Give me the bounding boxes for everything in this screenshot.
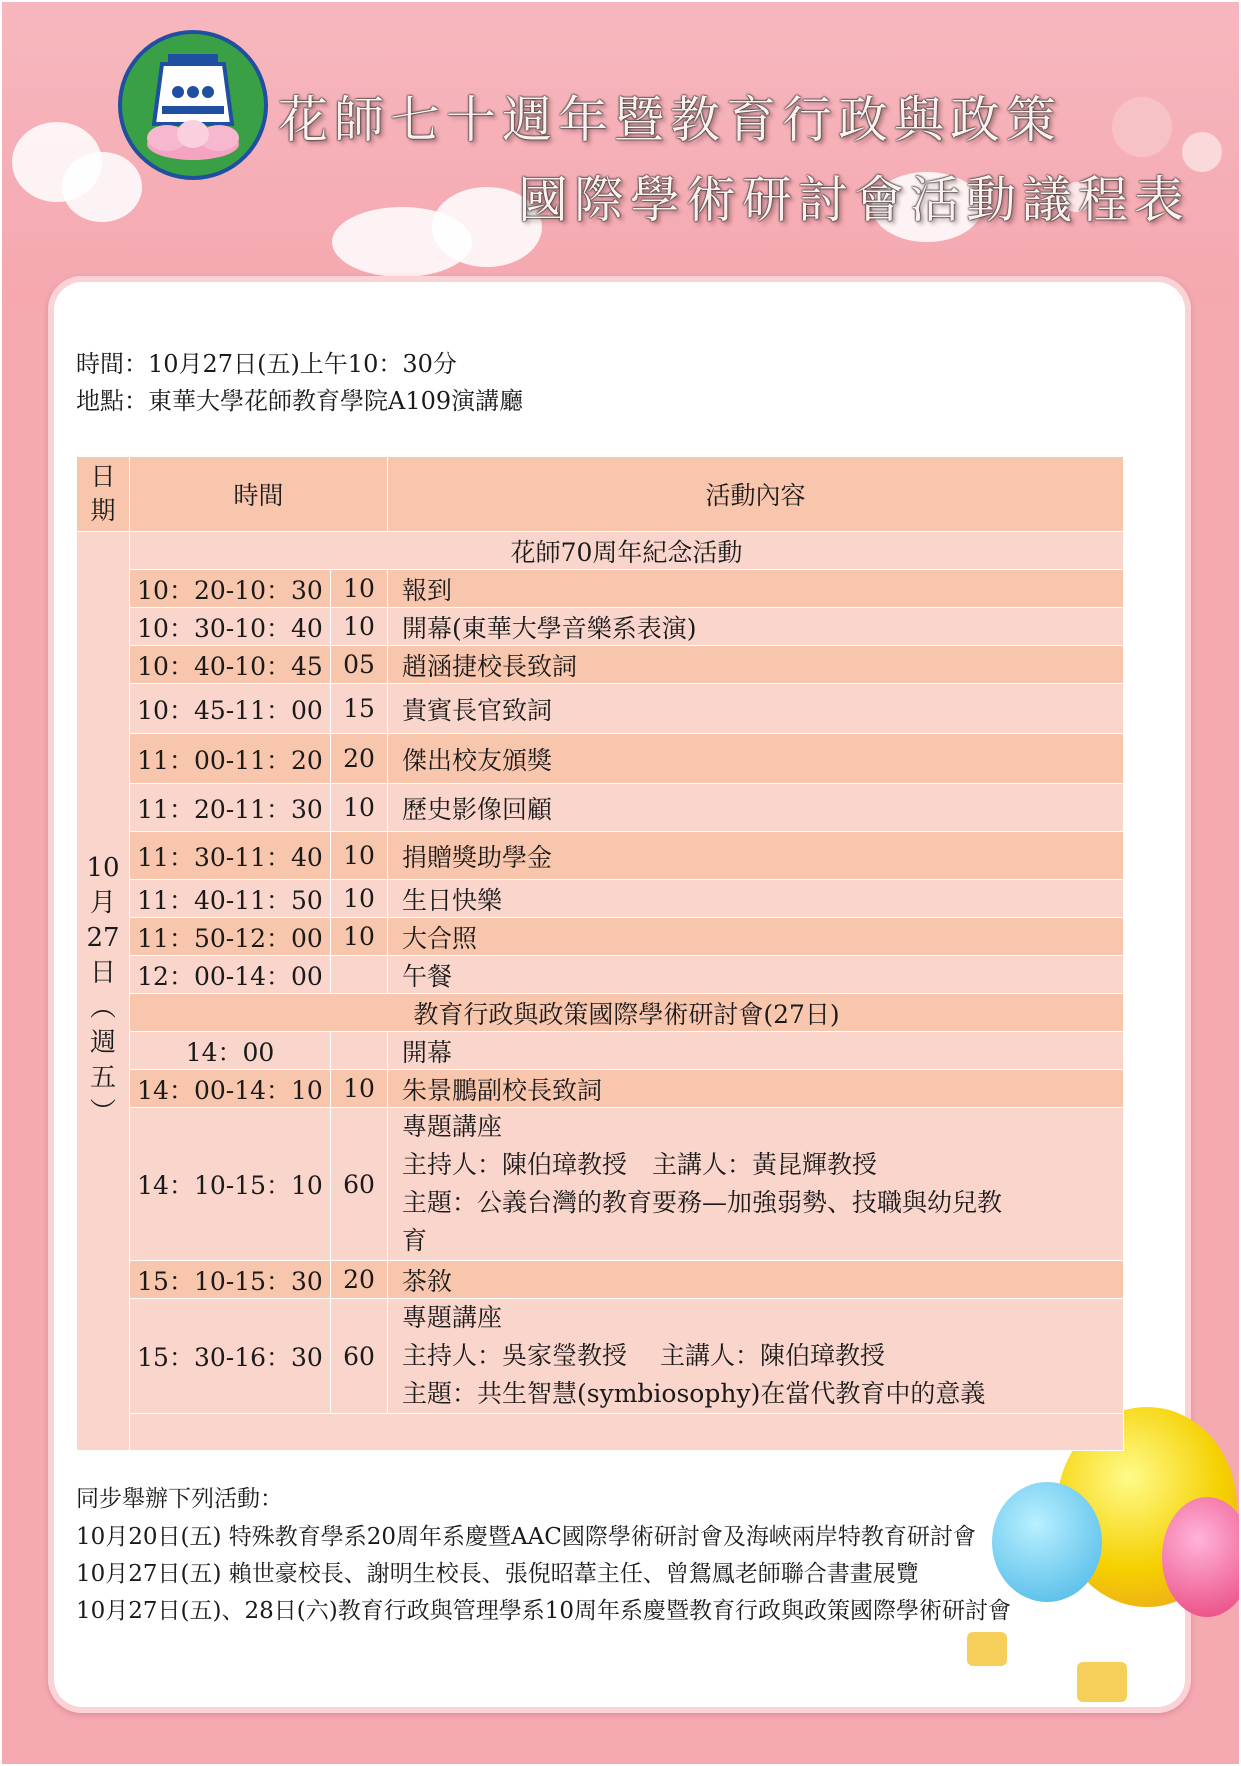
row-activity: 開幕(東華大學音樂系表演) xyxy=(388,608,1124,646)
row-activity: 開幕 xyxy=(388,1032,1124,1070)
sync-item: 10月27日(五) 賴世豪校長、謝明生校長、張倪昭葦主任、曾鴛鳳老師聯合書畫展覽 xyxy=(76,1561,919,1587)
row-time: 14：00 xyxy=(130,1032,331,1070)
header-time: 時間 xyxy=(130,457,388,532)
table-row xyxy=(77,1108,1124,1261)
row-activity: 大合照 xyxy=(388,918,1124,956)
university-logo xyxy=(118,30,268,180)
date-cell xyxy=(77,532,130,1451)
date-char: 週 xyxy=(89,1028,116,1058)
row-activity: 午餐 xyxy=(388,956,1124,994)
row-activity: 傑出校友頒獎 xyxy=(388,734,1124,784)
row-time: 15：10-15：30 xyxy=(130,1261,331,1299)
row-minutes xyxy=(331,956,388,994)
row-minutes: 10 xyxy=(331,918,388,956)
row-activity: 貴賓長官致詞 xyxy=(388,684,1124,734)
basket-decoration xyxy=(967,1632,1007,1666)
lecture-label: 專題講座 xyxy=(402,1112,503,1141)
row-activity: 趙涵捷校長致詞 xyxy=(388,646,1124,684)
row-minutes: 60 xyxy=(331,1108,388,1261)
section-row xyxy=(77,532,1124,570)
event-place: 地點：東華大學花師教育學院A109演講廳 xyxy=(76,387,524,415)
row-time: 11：40-11：50 xyxy=(130,880,331,918)
event-time: 時間：10月27日(五)上午10：30分 xyxy=(76,350,457,378)
title-line-2: 國際學術研討會活動議程表 xyxy=(518,171,1190,229)
row-activity: 茶敘 xyxy=(388,1261,1124,1299)
row-minutes: 10 xyxy=(331,608,388,646)
row-activity: 朱景鵬副校長致詞 xyxy=(388,1070,1124,1108)
row-minutes: 10 xyxy=(331,1070,388,1108)
row-minutes: 15 xyxy=(331,684,388,734)
lecture-topic-cont: 育 xyxy=(402,1226,428,1255)
row-time: 11：00-11：20 xyxy=(130,734,331,784)
table-row xyxy=(77,734,1124,784)
lotus-bell-icon xyxy=(122,34,264,176)
lecture-topic: 主題：共生智慧(symbiosophy)在當代教育中的意義 xyxy=(402,1379,986,1408)
row-time: 10：30-10：40 xyxy=(130,608,331,646)
empty-cell xyxy=(130,1414,1124,1451)
row-minutes: 20 xyxy=(331,1261,388,1299)
date-char: 日 xyxy=(89,958,116,988)
lecture-speakers: 主持人：吳家瑩教授 主講人：陳伯璋教授 xyxy=(402,1341,885,1370)
lecture-topic: 主題：公義台灣的教育要務—加強弱勢、技職與幼兒教 xyxy=(402,1188,1003,1217)
row-time: 14：10-15：10 xyxy=(130,1108,331,1261)
row-activity: 報到 xyxy=(388,570,1124,608)
header-activity: 活動內容 xyxy=(388,457,1124,532)
row-activity xyxy=(388,1108,1124,1261)
table-row xyxy=(77,646,1124,684)
date-char: 月 xyxy=(89,888,116,918)
table-row xyxy=(77,918,1124,956)
lecture-speakers: 主持人：陳伯璋教授 主講人：黃昆輝教授 xyxy=(402,1150,878,1179)
date-char: ︶ xyxy=(89,1098,116,1128)
dot-decoration xyxy=(1112,97,1172,157)
date-char: 五 xyxy=(89,1063,116,1093)
table-row xyxy=(77,832,1124,880)
row-time: 11：20-11：30 xyxy=(130,784,331,832)
table-row xyxy=(77,684,1124,734)
row-minutes: 20 xyxy=(331,734,388,784)
row-minutes: 05 xyxy=(331,646,388,684)
table-row xyxy=(77,608,1124,646)
table-row xyxy=(77,570,1124,608)
date-char: ︵ xyxy=(89,993,116,1023)
lecture-label: 專題講座 xyxy=(402,1303,503,1332)
table-row xyxy=(77,1299,1124,1414)
row-time: 10：20-10：30 xyxy=(130,570,331,608)
date-char: 10 xyxy=(86,853,120,883)
table-row xyxy=(77,784,1124,832)
title-line-1: 花師七十週年暨教育行政與政策 xyxy=(278,91,1062,149)
table-row xyxy=(77,956,1124,994)
row-minutes: 10 xyxy=(331,880,388,918)
section-row xyxy=(77,994,1124,1032)
row-minutes xyxy=(331,1032,388,1070)
sync-heading: 同步舉辦下列活動： xyxy=(76,1486,283,1512)
table-header-row xyxy=(77,457,1124,532)
table-footer-row xyxy=(77,1414,1124,1451)
table-row xyxy=(77,1032,1124,1070)
row-time: 15：30-16：30 xyxy=(130,1299,331,1414)
section-title: 花師70周年紀念活動 xyxy=(130,532,1124,570)
row-time: 10：40-10：45 xyxy=(130,646,331,684)
table-row xyxy=(77,1070,1124,1108)
row-time: 12：00-14：00 xyxy=(130,956,331,994)
row-activity: 歷史影像回顧 xyxy=(388,784,1124,832)
row-minutes: 10 xyxy=(331,784,388,832)
row-minutes: 60 xyxy=(331,1299,388,1414)
table-row xyxy=(77,880,1124,918)
date-char: 27 xyxy=(86,923,120,953)
table-row xyxy=(77,1261,1124,1299)
row-minutes: 10 xyxy=(331,570,388,608)
row-activity: 捐贈獎助學金 xyxy=(388,832,1124,880)
row-time: 11：30-11：40 xyxy=(130,832,331,880)
row-activity xyxy=(388,1299,1124,1414)
sync-item: 10月20日(五) 特殊教育學系20周年系慶暨AAC國際學術研討會及海峽兩岸特教育研討會 xyxy=(76,1524,976,1550)
agenda-table xyxy=(76,456,1124,1451)
header-date: 日 期 xyxy=(77,457,130,532)
row-time: 14：00-14：10 xyxy=(130,1070,331,1108)
balloon-decoration xyxy=(992,1482,1102,1602)
sync-item: 10月27日(五)、28日(六)教育行政與管理學系10周年系慶暨教育行政與政策國際學術研討會 xyxy=(76,1598,1011,1624)
row-time: 11：50-12：00 xyxy=(130,918,331,956)
row-minutes: 10 xyxy=(331,832,388,880)
row-time: 10：45-11：00 xyxy=(130,684,331,734)
row-activity: 生日快樂 xyxy=(388,880,1124,918)
basket-decoration xyxy=(1077,1662,1127,1702)
section-title: 教育行政與政策國際學術研討會(27日) xyxy=(130,994,1124,1032)
